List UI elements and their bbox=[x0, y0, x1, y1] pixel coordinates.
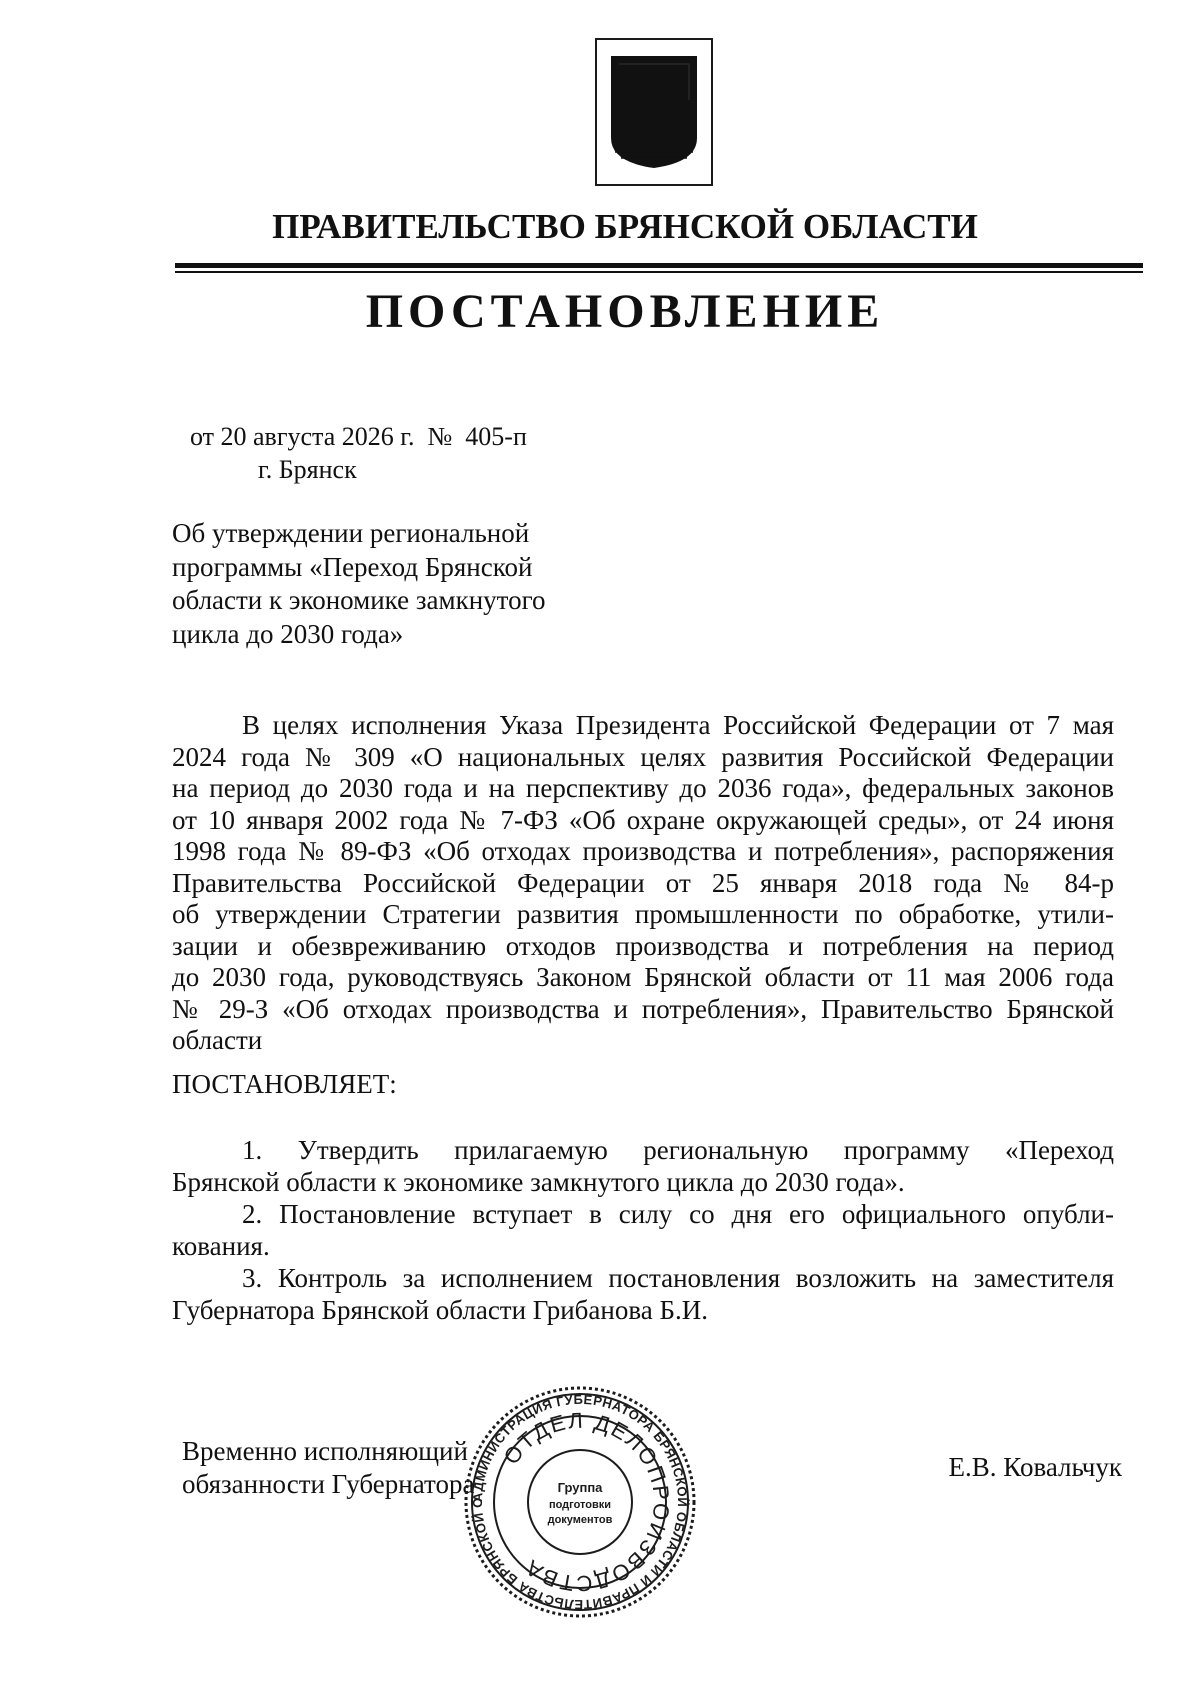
subject-line: программы «Переход Брянской bbox=[172, 551, 533, 582]
preamble-line: зации и обезвреживанию отходов производства и потребления на период bbox=[172, 930, 1114, 961]
subject-line: Об утверждении региональной bbox=[172, 518, 530, 548]
city-line: г. Брянск bbox=[258, 455, 357, 484]
signatory-position-line: обязанности Губернатора bbox=[182, 1469, 475, 1499]
preamble-line: от 10 января 2002 года № 7-ФЗ «Об охране окружающей среды», от 24 июня bbox=[172, 804, 1114, 835]
stamp-inner-text: ОТДЕЛ ДЕЛОПРОИЗВОДСТВА bbox=[498, 1407, 675, 1597]
preamble-line: об утверждении Стратегии развития промышленности по обработке, утили- bbox=[172, 899, 1114, 929]
point-line: Губернатора Брянской области Грибанова Б.И. bbox=[172, 1295, 708, 1325]
point-line: Брянской области к экономике замкнутого цикла до 2030 года». bbox=[172, 1167, 905, 1197]
resolution-points bbox=[172, 1134, 1114, 1326]
subject-line: области к экономике замкнутого bbox=[172, 585, 546, 615]
preamble-line: на период до 2030 года и на перспективу до 2036 года», федеральных законов bbox=[172, 773, 1114, 803]
point-line: 3. Контроль за исполнением постановления возложить на заместителя bbox=[242, 1263, 1114, 1293]
document-type-title: ПОСТАНОВЛЕНИЕ bbox=[365, 285, 885, 338]
header-rule-thick bbox=[175, 263, 1143, 268]
preamble-line: до 2030 года, руководствуясь Законом Брянской области от 11 мая 2006 года bbox=[172, 962, 1114, 992]
point-line: 1. Утвердить прилагаемую региональную программу «Переход bbox=[242, 1135, 1114, 1165]
stamp-center-line: документов bbox=[547, 1514, 613, 1526]
official-stamp bbox=[460, 1382, 700, 1622]
subject-line: цикла до 2030 года» bbox=[172, 618, 404, 649]
signatory-position bbox=[182, 1435, 474, 1501]
stamp-center-line: подготовки bbox=[548, 1499, 612, 1511]
signatory-position-line: Временно исполняющий bbox=[182, 1436, 468, 1466]
header-rule-thin bbox=[175, 271, 1143, 273]
preamble-line: области bbox=[172, 1025, 263, 1055]
stamp-outer-text: АДМИНИСТРАЦИЯ ГУБЕРНАТОРА БРЯНСКОЙ ОБЛАСТИ И ПРАВИТЕЛЬСТВА БРЯНСКОЙ О bbox=[469, 1391, 691, 1613]
date-number-line: от 20 августа 2026 г. № 405-п bbox=[190, 422, 527, 451]
decree-word: ПОСТАНОВЛЯЕТ: bbox=[172, 1069, 397, 1099]
signatory-name: Е.В. Ковальчук bbox=[948, 1452, 1122, 1482]
preamble-paragraph bbox=[172, 710, 1114, 1057]
coat-of-arms-emblem bbox=[595, 38, 713, 186]
stamp-seal-icon bbox=[460, 1382, 700, 1622]
shield-icon bbox=[597, 40, 711, 184]
point-line: 2. Постановление вступает в силу со дня его официального опубли- bbox=[242, 1199, 1114, 1229]
point-line: кования. bbox=[172, 1231, 270, 1261]
preamble-line: В целях исполнения Указа Президента Российской Федерации от 7 мая bbox=[242, 710, 1114, 740]
stamp-center-line: Группа bbox=[557, 1480, 603, 1495]
organization-title: ПРАВИТЕЛЬСТВО БРЯНСКОЙ ОБЛАСТИ bbox=[272, 207, 978, 246]
document-subject bbox=[172, 517, 572, 651]
preamble-line: 2024 года № 309 «О национальных целях развития Российской Федерации bbox=[172, 741, 1114, 772]
preamble-line: 1998 года № 89-ФЗ «Об отходах производства и потребления», распоряжения bbox=[172, 836, 1114, 866]
preamble-line: № 29-З «Об отходах производства и потребления», Правительство Брянской bbox=[172, 993, 1114, 1024]
preamble-line: Правительства Российской Федерации от 25 января 2018 года № 84-р bbox=[172, 867, 1114, 898]
